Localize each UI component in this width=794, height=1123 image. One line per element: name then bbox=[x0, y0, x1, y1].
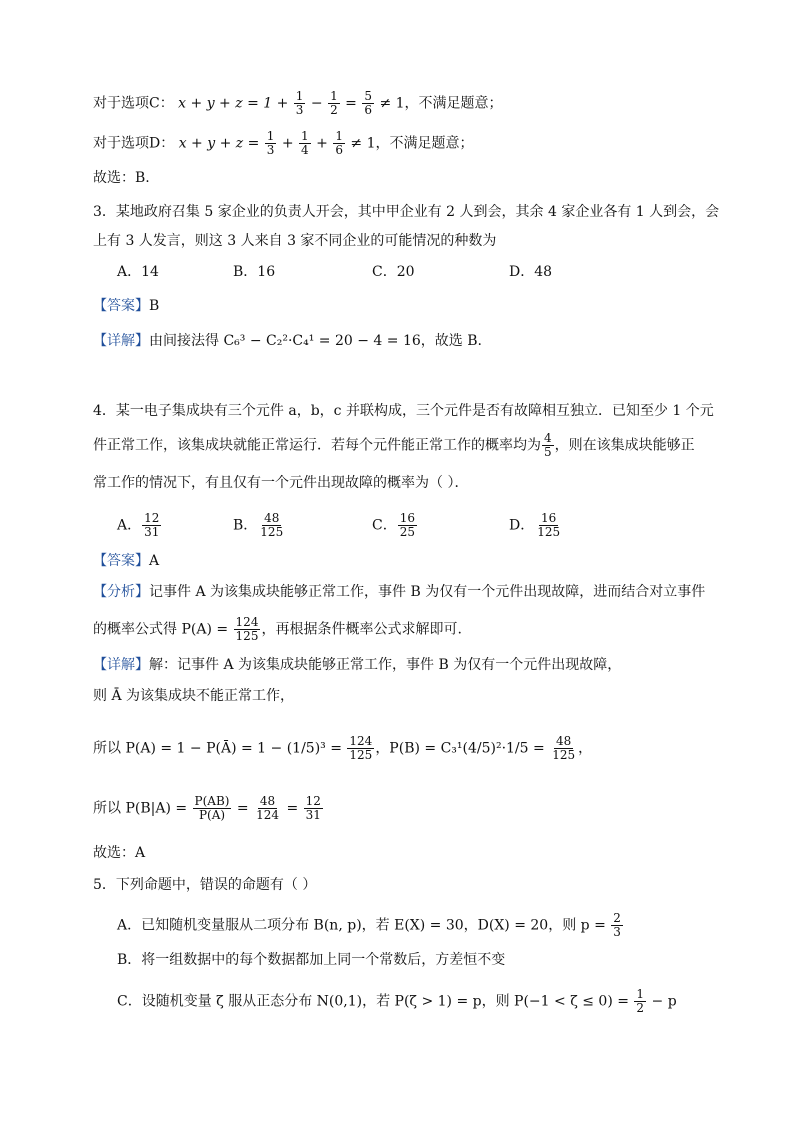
q3-line1: 3．某地政府召集 5 家企业的负责人开会，其中甲企业有 2 人到会，其余 4 家企业各有 1 人到会，会 bbox=[93, 204, 720, 220]
q4-analysis-2: 的概率公式得 P(A) = $\frac{124}{125}$ ，再根据条件概率公式求解即可. bbox=[93, 615, 462, 643]
q5-opt-a: A．已知随机变量服从二项分布 B(n, p)，若 E(X) = 30，D(X) = 20，则 p = $\frac{2}{3}$ bbox=[117, 911, 621, 939]
q4-analysis: 【分析】记事件 A 为该集成块能够正常工作，事件 B 为仅有一个元件出现故障，进而结合对立事件 bbox=[93, 584, 706, 600]
text: 对于选项D： bbox=[93, 135, 175, 152]
fraction: $\frac{1}{4}$ bbox=[301, 129, 309, 157]
fraction: $\frac{1}{3}$ bbox=[266, 129, 275, 157]
answer-tag: 【答案】 bbox=[93, 298, 149, 314]
fraction: $\frac{5}{6}$ bbox=[364, 89, 372, 117]
math: x + y + z = bbox=[178, 135, 264, 152]
fraction: $\frac{4}{5}$ bbox=[544, 431, 552, 459]
q3-detail bbox=[93, 331, 482, 351]
q4-opt-a: A． $\frac{12}{31}$ bbox=[117, 511, 160, 539]
q4-line1: 4．某一电子集成块有三个元件 a，b，c 并联构成，三个元件是否有故障相互独立．已知至少 1 个元 bbox=[93, 403, 714, 419]
q5-opt-b: B．将一组数据中的每个数据都加上同一个常数后，方差恒不变 bbox=[117, 952, 506, 968]
math: = bbox=[345, 95, 362, 112]
q4-detail-2: 则 Ā 为该集成块不能正常工作， bbox=[93, 688, 295, 704]
q3-opt-c: C．20 bbox=[372, 264, 415, 280]
q4-opt-c: C． $\frac{16}{25}$ bbox=[372, 511, 415, 539]
text: 不满足题意； bbox=[389, 135, 474, 152]
q3-line2: 上有 3 人发言，则这 3 人来自 3 家不同企业的可能情况的种数为 bbox=[93, 233, 497, 249]
q3-opt-b: B．16 bbox=[233, 264, 276, 280]
answer: B bbox=[149, 298, 160, 314]
math: + bbox=[316, 135, 333, 152]
q5-line1: 5．下列命题中，错误的命题有（ ） bbox=[93, 877, 317, 893]
detail-tag: 【详解】 bbox=[93, 333, 149, 349]
q5-opt-c: C．设随机变量 ζ 服从正态分布 N(0,1)，若 P(ζ > 1) = p，则 P(−1 < ζ ≤ 0) = $\frac{1}{2}$ − p bbox=[117, 987, 677, 1015]
fraction: $\frac{1}{6}$ bbox=[335, 129, 343, 157]
q4-line2: 件正常工作，该集成块就能正常运行．若每个元件能正常工作的概率均为 $\frac{4}{5}$ ，则在该集成块能够正 bbox=[93, 431, 695, 459]
q3-opt-d: D．48 bbox=[509, 264, 553, 280]
q4-answer: 【答案】A bbox=[93, 553, 160, 569]
text: 不满足题意； bbox=[418, 95, 503, 112]
q3-opt-a: A．14 bbox=[117, 264, 159, 280]
q4-step2: 所以 P(B|A) = $\frac{P(AB)}{P(A)}$ = $\frac{48}{124}$ = $\frac{12}{31}$ bbox=[93, 794, 321, 822]
detail: 由间接法得 C₆³ − C₂²·C₄¹ = 20 − 4 = 16，故选 B. bbox=[149, 333, 482, 349]
q4-detail: 【详解】解：记事件 A 为该集成块能够正常工作，事件 B 为仅有一个元件出现故障， bbox=[93, 657, 622, 673]
q4-opt-d: D． $\frac{16}{125}$ bbox=[509, 511, 561, 539]
fraction: $\frac{1}{3}$ bbox=[295, 89, 304, 117]
q4-end: 故选：A bbox=[93, 845, 146, 861]
option-c-check bbox=[93, 90, 503, 117]
math: ≠ 1， bbox=[350, 135, 390, 152]
q4-step1: 所以 P(A) = 1 − P(Ā) = 1 − (1/5)³ = $\frac{124}{125}$ ，P(B) = C₃¹(4/5)²·1/5 = $\frac{48}{125}$ ， bbox=[93, 734, 593, 762]
conclusion: 故选：B. bbox=[93, 170, 150, 186]
text: 对于选项C： bbox=[93, 95, 174, 112]
math: − bbox=[310, 95, 328, 112]
math: + bbox=[281, 135, 299, 152]
q4-line3: 常工作的情况下，有且仅有一个元件出现故障的概率为（ ）． bbox=[93, 475, 469, 491]
math: x + y + z = 1 + bbox=[178, 95, 293, 112]
q3-answer bbox=[93, 296, 159, 316]
fraction: $\frac{1}{2}$ bbox=[330, 89, 338, 117]
option-d-check bbox=[93, 130, 474, 157]
math: ≠ 1， bbox=[379, 95, 419, 112]
q4-opt-b: B． $\frac{48}{125}$ bbox=[233, 511, 284, 539]
